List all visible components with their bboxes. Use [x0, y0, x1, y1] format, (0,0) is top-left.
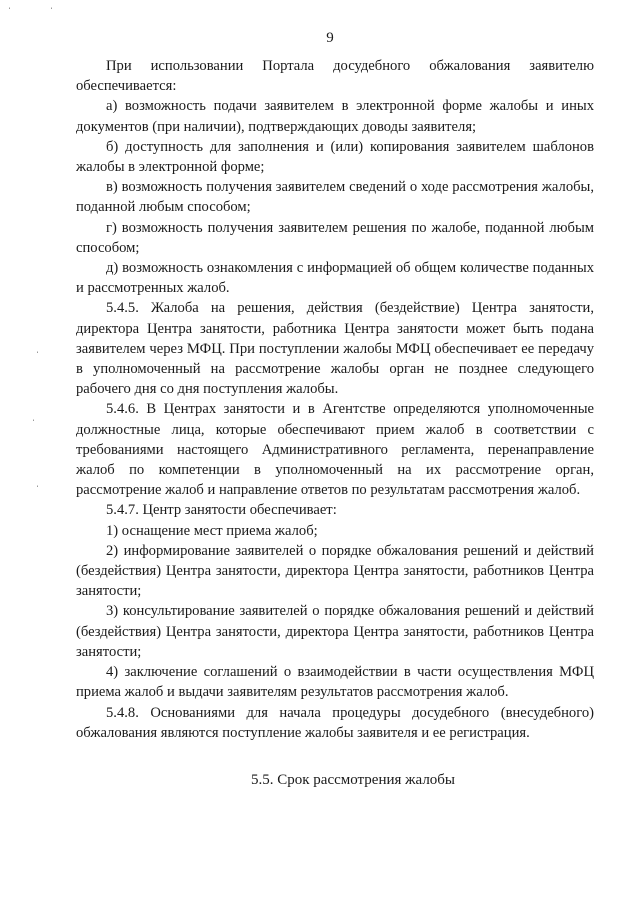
- paragraph-5-4-8: 5.4.8. Основаниями для начала процедуры досудебного (внесудебного) обжалования являются поступление жалобы заявителя и ее регистрация.: [76, 704, 594, 741]
- paragraph-5-4-7: 5.4.7. Центр занятости обеспечивает:: [106, 502, 337, 519]
- paragraph-item-1: 1) оснащение мест приема жалоб;: [106, 522, 318, 539]
- scan-speck: ˈ: [50, 6, 53, 16]
- page-number: 9: [326, 30, 334, 46]
- paragraph-item-4: 4) заключение соглашений о взаимодействии в части осуществления МФЦ приема жалоб и выдачи заявителям результатов рассмотрения жалоб.: [76, 664, 594, 701]
- paragraph-5-4-6: 5.4.6. В Центрах занятости и в Агентстве определяются уполномоченные должностные лица, которые обеспечивают прием жалоб в соответствии с требованиями настоящего Административного регламента, перенаправление жалоб по компетенции в уполномоченный на их рассмотрение орган, рассмотрение жалоб и направление ответов по результатам рассмотрения жалоб.: [76, 401, 594, 499]
- paragraph-item-a: а) возможность подачи заявителем в электронной форме жалобы и иных документов (при наличии), подтверждающих доводы заявителя;: [76, 98, 594, 135]
- paragraph-item-g: г) возможность получения заявителем решения по жалобе, поданной любым способом;: [76, 219, 594, 256]
- paragraph-5-4-5: 5.4.5. Жалоба на решения, действия (бездействие) Центра занятости, директора Центра занятости, работника Центра занятости может быть подана заявителем через МФЦ. При поступлении жалобы МФЦ обеспечивает ее передачу в уполномоченный на рассмотрение жалобы орган не позднее следующего рабочего дня со дня поступления жалобы.: [76, 300, 594, 398]
- paragraph-item-b: б) доступность для заполнения и (или) копирования заявителем шаблонов жалобы в электронной форме;: [76, 138, 594, 176]
- paragraph-item-2: 2) информирование заявителей о порядке обжалования решений и действий (бездействия) Центра занятости, директора Центра занятости, работников Центра занятости;: [76, 542, 594, 600]
- paragraph-item-3: 3) консультирование заявителей о порядке обжалования решений и действий (бездействия) Центра занятости, директора Центра занятости, работников Центра занятости;: [76, 603, 594, 660]
- scan-speck: ˈ: [8, 6, 11, 16]
- paragraph-portal-intro: При использовании Портала досудебного обжалования заявителю обеспечивается:: [76, 58, 594, 95]
- scan-speck: ˈ: [36, 350, 39, 360]
- paragraph-item-v: в) возможность получения заявителем сведений о ходе рассмотрения жалобы, поданной любым способом;: [76, 179, 594, 216]
- paragraph-item-d: д) возможность ознакомления с информацией об общем количестве поданных и рассмотренных жалоб.: [76, 260, 594, 297]
- scan-speck: ˈ: [32, 418, 35, 428]
- body-text: [76, 56, 594, 743]
- section-heading: 5.5. Срок рассмотрения жалобы: [251, 772, 456, 788]
- scan-speck: ˈ: [36, 484, 39, 494]
